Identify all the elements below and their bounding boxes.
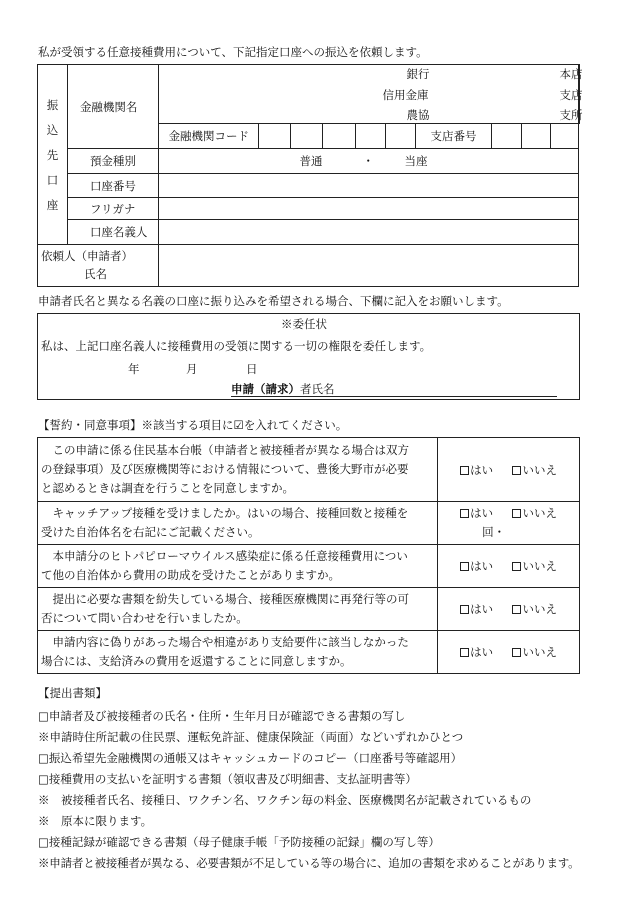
type-separator: ・ bbox=[362, 154, 374, 168]
yes-label: はい bbox=[470, 506, 494, 520]
intro-text: 私が受領する任意接種費用について、下記指定口座への振込を依頼します。 bbox=[38, 45, 428, 59]
code-digit-2[interactable] bbox=[291, 124, 323, 149]
proxy-year: 年 bbox=[128, 362, 140, 376]
branch-no-label: 支店番号 bbox=[415, 124, 491, 149]
q5-line: 場合には、支給済みの費用を返還することに同意しますか。 bbox=[41, 654, 352, 668]
yes-option[interactable] bbox=[460, 602, 493, 616]
docs-line: ※ 被接種者氏名、接種日、ワクチン名、ワクチン毎の料金、医療機関名が記載されているもの bbox=[38, 793, 532, 807]
checkbox-icon[interactable] bbox=[512, 509, 521, 518]
branch-digit-2[interactable] bbox=[522, 124, 550, 149]
side-char: 先 bbox=[46, 148, 59, 162]
proxy-sign-rest: 者氏名 bbox=[300, 382, 335, 396]
consent-question-1 bbox=[38, 438, 438, 502]
yes-option[interactable] bbox=[460, 463, 493, 477]
yes-option[interactable] bbox=[460, 645, 493, 659]
checkbox-icon[interactable] bbox=[460, 648, 469, 657]
consent-table bbox=[37, 437, 580, 674]
consent-answer-3 bbox=[438, 545, 580, 588]
institution-label: 金融機関名 bbox=[67, 65, 159, 149]
docs-line: ※ 原本に限ります。 bbox=[38, 814, 153, 828]
proxy-note: 申請者氏名と異なる名義の口座に振り込みを希望される場合、下欄に記入をお願いします。 bbox=[38, 294, 509, 308]
agri-label: 農協 bbox=[406, 108, 430, 122]
q4-line: 否について問い合わせを行いましたか。 bbox=[41, 611, 248, 625]
yes-label: はい bbox=[470, 602, 494, 616]
no-label: いいえ bbox=[522, 506, 557, 520]
consent-answer-5 bbox=[438, 631, 580, 674]
q1-line: の登録事項）及び医療機関等における情報について、豊後大野市が必要 bbox=[41, 462, 409, 476]
proxy-title: ※委任状 bbox=[281, 317, 327, 331]
side-char: 口 bbox=[46, 173, 59, 187]
consent-answer-4 bbox=[438, 588, 580, 631]
requester-label-2: 氏名 bbox=[84, 267, 107, 281]
no-label: いいえ bbox=[522, 559, 557, 573]
docs-line: □接種費用の支払いを証明する書類（領収書及び明細書、支払証明書等） bbox=[38, 772, 417, 786]
yes-label: はい bbox=[470, 645, 494, 659]
docs-line: ※申請時住所記載の住民票、運転免許証、健康保険証（両面）などいずれかひとつ bbox=[38, 730, 464, 744]
no-option[interactable] bbox=[512, 645, 557, 659]
q1-line: と認めるときは調査を行うことを同意しますか。 bbox=[41, 481, 294, 495]
yes-label: はい bbox=[470, 559, 494, 573]
requester-label-1: 依頼人（申請者） bbox=[41, 249, 133, 263]
proxy-month: 月 bbox=[186, 362, 198, 376]
docs-line: □振込希望先金融機関の通帳又はキャッシュカードのコピー（口座番号等確認用） bbox=[38, 751, 463, 765]
consent-heading-2: を入れてください。 bbox=[243, 418, 348, 432]
proxy-body: 私は、上記口座名義人に接種費用の受領に関する一切の権限を委任します。 bbox=[41, 339, 432, 353]
branch-label: 支店 bbox=[559, 88, 583, 102]
docs-line: □申請者及び被接種者の氏名・住所・生年月日が確認できる書類の写し bbox=[38, 709, 406, 723]
type-label: 預金種別 bbox=[67, 149, 159, 174]
type-cell[interactable] bbox=[159, 149, 579, 174]
code-digit-4[interactable] bbox=[355, 124, 385, 149]
q5-line: 申請内容に偽りがあった場合や相違があり支給要件に該当しなかった bbox=[41, 635, 409, 649]
code-gap bbox=[385, 124, 415, 149]
institution-name-cell-end bbox=[579, 65, 580, 124]
number-cell[interactable] bbox=[159, 174, 579, 198]
no-option[interactable] bbox=[512, 506, 557, 520]
no-label: いいえ bbox=[522, 645, 557, 659]
consent-heading-1: 【誓約・同意事項】※該当する項目に bbox=[38, 418, 234, 432]
institution-name-cell[interactable] bbox=[159, 65, 583, 124]
branch-digit-3[interactable] bbox=[550, 124, 578, 149]
no-label: いいえ bbox=[522, 462, 557, 477]
docs-line: ※申請者と被接種者が異なる、必要書類が不足している等の場合に、追加の書類を求めることがあります。 bbox=[38, 856, 580, 870]
checkbox-icon[interactable] bbox=[512, 562, 521, 571]
code-digit-1[interactable] bbox=[259, 124, 291, 149]
side-char: 込 bbox=[46, 123, 59, 137]
consent-heading bbox=[38, 420, 347, 432]
docs-heading: 【提出書類】 bbox=[38, 686, 107, 700]
checkbox-icon[interactable] bbox=[512, 648, 521, 657]
furigana-cell[interactable] bbox=[159, 198, 579, 220]
type-current[interactable]: 当座 bbox=[404, 154, 428, 168]
no-option[interactable] bbox=[512, 602, 557, 616]
q3-line: 本申請分のヒトパピローマウイルス感染症に係る任意接種費用につい bbox=[41, 549, 408, 563]
docs-list bbox=[38, 706, 579, 874]
proxy-day: 日 bbox=[246, 362, 258, 376]
type-ordinary[interactable]: 普通 bbox=[299, 154, 323, 168]
checkbox-icon[interactable] bbox=[460, 509, 469, 518]
docs-line: □接種記録が確認できる書類（母子健康手帳「予防接種の記録」欄の写し等） bbox=[38, 835, 440, 849]
holder-cell[interactable] bbox=[159, 220, 579, 245]
consent-question-4 bbox=[38, 588, 438, 631]
consent-question-5 bbox=[38, 631, 438, 674]
yes-label: はい bbox=[470, 462, 494, 477]
consent-question-2 bbox=[38, 502, 438, 545]
office-label: 支所 bbox=[559, 108, 583, 122]
branch-digit-1[interactable] bbox=[492, 124, 522, 149]
checkbox-icon[interactable] bbox=[460, 466, 469, 475]
code-label: 金融機関コード bbox=[159, 124, 259, 149]
q1-line: この申請に係る住民基本台帳（申請者と被接種者が異なる場合は双方 bbox=[41, 443, 409, 457]
q2-line: 受けた自治体名を右記にご記載ください。 bbox=[41, 525, 260, 539]
no-option[interactable] bbox=[512, 559, 557, 573]
requester-label bbox=[38, 245, 159, 287]
q2-line: キャッチアップ接種を受けましたか。はいの場合、接種回数と接種を bbox=[41, 506, 409, 520]
checkbox-icon[interactable] bbox=[512, 605, 521, 614]
yes-option[interactable] bbox=[460, 506, 493, 520]
no-label: いいえ bbox=[522, 602, 557, 616]
credit-label: 信用金庫 bbox=[382, 88, 429, 102]
side-char: 振 bbox=[46, 98, 59, 112]
checkbox-icon[interactable] bbox=[460, 605, 469, 614]
consent-answer-2 bbox=[438, 502, 580, 545]
times-field[interactable]: 回・ bbox=[482, 525, 506, 539]
checkbox-icon[interactable] bbox=[460, 562, 469, 571]
yes-option[interactable] bbox=[460, 559, 493, 573]
no-option[interactable] bbox=[512, 463, 557, 477]
holder-label: 口座名義人 bbox=[67, 220, 159, 245]
proxy-sign-label bbox=[231, 384, 335, 396]
number-label: 口座番号 bbox=[67, 174, 159, 198]
account-side-label bbox=[38, 65, 68, 245]
check-icon: ☑ bbox=[233, 418, 244, 432]
requester-name-cell[interactable] bbox=[159, 245, 579, 287]
account-table bbox=[37, 64, 583, 287]
main-branch-label: 本店 bbox=[559, 67, 583, 81]
checkbox-icon[interactable] bbox=[512, 466, 521, 475]
proxy-box bbox=[37, 313, 580, 400]
q4-line: 提出に必要な書類を紛失している場合、接種医療機関に再発行等の可 bbox=[41, 592, 409, 606]
proxy-sign-bold: 申請（請求） bbox=[231, 382, 300, 396]
q3-line: て他の自治体から費用の助成を受けたことがありますか。 bbox=[41, 568, 340, 582]
code-digit-3[interactable] bbox=[323, 124, 355, 149]
proxy-sign-line[interactable] bbox=[231, 396, 557, 397]
side-char: 座 bbox=[46, 198, 59, 212]
bank-label: 銀行 bbox=[406, 67, 430, 81]
consent-answer-1 bbox=[438, 438, 580, 502]
consent-question-3 bbox=[38, 545, 438, 588]
furigana-label: フリガナ bbox=[67, 198, 159, 220]
